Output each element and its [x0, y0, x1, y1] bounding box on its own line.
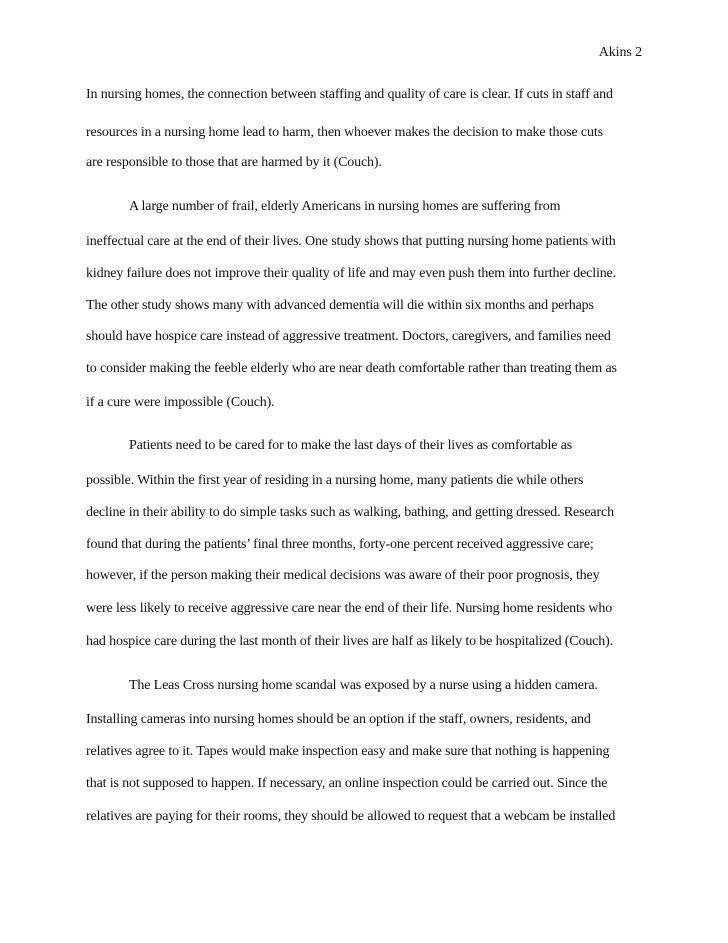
paragraph-3-line-2: possible. Within the first year of residing in a nursing home, many patients die while others: [86, 473, 584, 488]
running-head: Akins 2: [598, 45, 642, 60]
paragraph-4-line-1: The Leas Cross nursing home scandal was exposed by a nurse using a hidden camera.: [129, 678, 598, 693]
paragraph-2-line-7: if a cure were impossible (Couch).: [86, 395, 275, 410]
paragraph-2-line-5: should have hospice care instead of aggressive treatment. Doctors, caregivers, and families need: [86, 329, 611, 344]
paragraph-2-line-2: ineffectual care at the end of their lives. One study shows that putting nursing home patients with: [86, 234, 616, 249]
paragraph-4-line-5: relatives are paying for their rooms, they should be allowed to request that a webcam be installed: [86, 809, 616, 824]
paragraph-2-line-4: The other study shows many with advanced dementia will die within six months and perhaps: [86, 298, 594, 313]
paragraph-1-line-1: In nursing homes, the connection between staffing and quality of care is clear. If cuts in staff and: [86, 87, 613, 102]
paragraph-3-line-7: had hospice care during the last month of their lives are half as likely to be hospitalized (Couch).: [86, 634, 613, 649]
paragraph-3-line-1: Patients need to be cared for to make the last days of their lives as comfortable as: [129, 438, 573, 453]
paragraph-3-line-4: found that during the patients’ final three months, forty-one percent received aggressive care;: [86, 537, 594, 552]
paragraph-4-line-4: that is not supposed to happen. If necessary, an online inspection could be carried out. Since the: [86, 776, 608, 791]
paragraph-4-line-3: relatives agree to it. Tapes would make inspection easy and make sure that nothing is happening: [86, 744, 610, 759]
paragraph-3-line-3: decline in their ability to do simple tasks such as walking, bathing, and getting dressed. Research: [86, 505, 614, 520]
paragraph-2-line-6: to consider making the feeble elderly who are near death comfortable rather than treating them as: [86, 361, 617, 376]
paragraph-2-line-3: kidney failure does not improve their quality of life and may even push them into further decline.: [86, 266, 616, 281]
paragraph-2-line-1: A large number of frail, elderly Americans in nursing homes are suffering from: [129, 199, 561, 214]
paragraph-4-line-2: Installing cameras into nursing homes should be an option if the staff, owners, residents, and: [86, 712, 591, 727]
paragraph-1-line-3: are responsible to those that are harmed by it (Couch).: [86, 155, 382, 170]
paragraph-3-line-5: however, if the person making their medical decisions was aware of their poor prognosis, they: [86, 568, 600, 583]
paragraph-3-line-6: were less likely to receive aggressive care near the end of their life. Nursing home residents who: [86, 601, 613, 616]
paragraph-1-line-2: resources in a nursing home lead to harm, then whoever makes the decision to make those cuts: [86, 125, 603, 140]
